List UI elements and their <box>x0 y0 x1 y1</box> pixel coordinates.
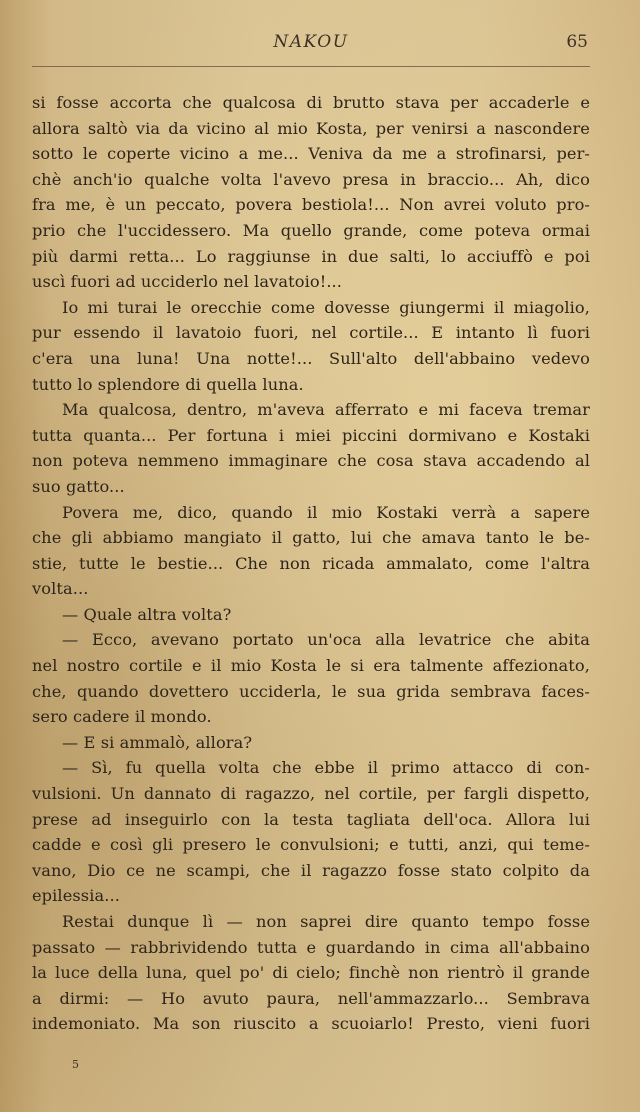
header-rule <box>32 66 590 67</box>
text-line: Restai dunque lì — non saprei dire quanto tempo fosse <box>62 912 590 931</box>
text-line: Io mi turai le orecchie come dovesse giungermi il miagolio, <box>62 297 590 317</box>
text-line: volta... <box>32 579 89 599</box>
text-line: a dirmi: — Ho avuto paura, nell'ammazzarlo... Sembrava <box>32 988 590 1008</box>
text-line: Povera me, dico, quando il mio Kostaki verrà a sapere <box>62 502 590 522</box>
text-line: tutto lo splendore di quella luna. <box>32 374 304 394</box>
text-line: non poteva nemmeno immaginare che cosa stava accadendo al <box>32 451 590 471</box>
text-line: sero cadere il mondo. <box>32 707 212 727</box>
text-line: che gli abbiamo mangiato il gatto, lui che amava tanto le be- <box>32 528 590 548</box>
text-line: uscì fuori ad ucciderlo nel lavatoio!... <box>32 272 343 292</box>
text-line: sotto le coperte vicino a me... Veniva da me a strofinarsi, per- <box>32 144 590 164</box>
text-line: prio che l'uccidessero. Ma quello grande, come poteva ormai <box>32 220 590 240</box>
text-line: Ma qualcosa, dentro, m'aveva afferrato e mi faceva tremar <box>62 400 590 420</box>
signature-mark: 5 <box>72 1058 79 1071</box>
text-line: chè anch'io qualche volta l'avevo presa in braccio... Ah, dico <box>32 169 590 189</box>
text-line: più darmi retta... Lo raggiunse in due salti, lo acciuffò e poi <box>32 246 590 266</box>
text-line: che, quando dovettero ucciderla, le sua grida sembrava faces- <box>32 681 590 701</box>
body-text <box>32 90 590 1037</box>
page-number: 65 <box>566 32 588 52</box>
page-header <box>32 32 590 60</box>
running-head: NAKOU <box>273 32 349 52</box>
text-line: prese ad inseguirlo con la testa tagliata dell'oca. Allora lui <box>32 809 590 829</box>
text-line: — Quale altra volta? <box>62 604 232 624</box>
text-line: cadde e così gli presero le convulsioni; e tutti, anzi, qui teme- <box>32 835 590 855</box>
text-line: fra me, è un peccato, povera bestiola!... Non avrei voluto pro- <box>32 195 590 215</box>
text-line: — Sì, fu quella volta che ebbe il primo attacco di con- <box>62 758 590 778</box>
text-line: tutta quanta... Per fortuna i miei piccini dormivano e Kostaki <box>32 425 590 445</box>
text-line: suo gatto... <box>32 476 125 496</box>
text-line: epilessia... <box>32 886 120 906</box>
text-line: — Ecco, avevano portato un'oca alla levatrice che abita <box>62 630 590 650</box>
text-line: — E si ammalò, allora? <box>62 732 253 752</box>
text-line: nel nostro cortile e il mio Kosta le si era talmente affezionato, <box>32 656 590 676</box>
text-line: pur essendo il lavatoio fuori, nel cortile... E intanto lì fuori <box>32 323 590 343</box>
text-line: la luce della luna, quel po' di cielo; finchè non rientrò il grande <box>32 963 590 983</box>
text-line: vulsioni. Un dannato di ragazzo, nel cortile, per fargli dispetto, <box>32 784 590 804</box>
text-line: allora saltò via da vicino al mio Kosta, per venirsi a nascondere <box>32 118 590 138</box>
text-line: vano, Dio ce ne scampi, che il ragazzo fosse stato colpito da <box>32 860 590 880</box>
text-line: indemoniato. Ma son riuscito a scuoiarlo! Presto, vieni fuori <box>32 1014 590 1034</box>
text-line: stie, tutte le bestie... Che non ricada ammalato, come l'altra <box>32 553 590 573</box>
text-line: passato — rabbrividendo tutta e guardando in cima all'abbaino <box>32 937 590 957</box>
text-line: c'era una luna! Una notte!... Sull'alto dell'abbaino vedevo <box>32 348 590 368</box>
text-line: si fosse accorta che qualcosa di brutto stava per accaderle e <box>32 93 590 112</box>
